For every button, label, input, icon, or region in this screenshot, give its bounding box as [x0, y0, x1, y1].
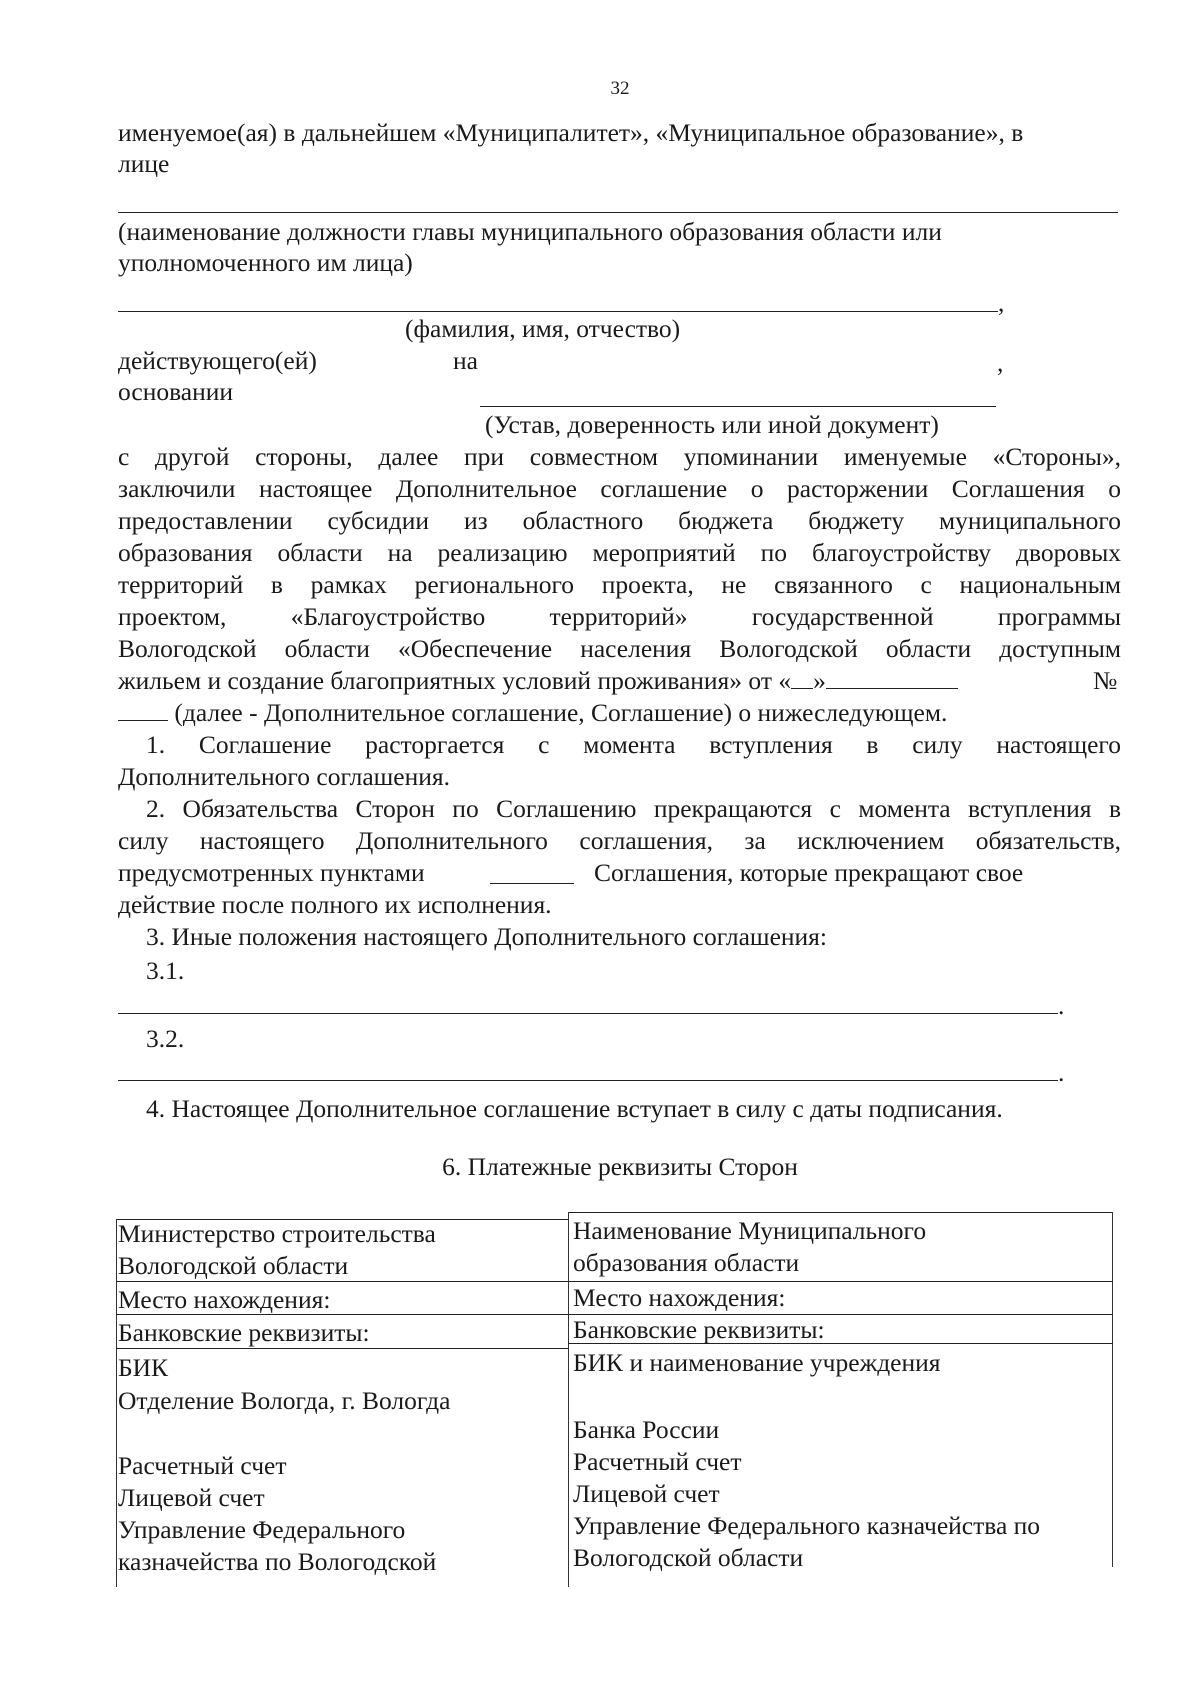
name-caption: (фамилия, имя, отчество)	[405, 314, 681, 343]
basis-blank-line	[480, 406, 996, 407]
agreement-date-close-quote: »	[813, 666, 826, 695]
left-treasury-line-2: казначейства по Вологодской	[118, 1547, 437, 1576]
clause-2-line: силу настоящего Дополнительного соглашения, за исключением обязательств,	[118, 826, 1121, 855]
right-bank-details: Банковские реквизиты:	[573, 1315, 825, 1344]
clause-2-points-blank	[490, 883, 574, 884]
right-name-line-1: Наименование Муниципального	[573, 1216, 927, 1245]
left-name-line-1: Министерство строительства	[118, 1219, 436, 1248]
clause-2-line-4: действие после полного их исполнения.	[118, 890, 552, 919]
page-number: 32	[610, 78, 630, 99]
clause-2-points-prefix: предусмотренных пунктами	[118, 858, 425, 887]
main-paragraph-line: территорий в рамках регионального проекта, не связанного с национальным	[118, 570, 1121, 599]
clause-3-2-dot: .	[1058, 1058, 1065, 1087]
clause-3-1-label: 3.1.	[146, 956, 185, 985]
table-top-border-right	[568, 1212, 1113, 1213]
clause-1-line: 1. Соглашение расторгается с момента вступления в силу настоящего	[146, 730, 1121, 759]
right-personal-account: Лицевой счет	[573, 1479, 720, 1508]
basis-word-acting: действующего(ей)	[118, 346, 317, 375]
right-bik: БИК и наименование учреждения	[573, 1348, 941, 1377]
section-heading: 6. Платежные реквизиты Сторон	[442, 1152, 798, 1181]
agreement-day-blank	[791, 666, 813, 689]
basis-word-on: на	[453, 346, 478, 375]
right-name-line-2: образования области	[573, 1248, 800, 1277]
right-account: Расчетный счет	[573, 1447, 742, 1476]
main-paragraph-line: с другой стороны, далее при совместном упоминании именуемые «Стороны»,	[118, 442, 1121, 471]
intro-line-1: именуемое(ая) в дальнейшем «Муниципалитет», «Муниципальное образование», в	[118, 118, 1024, 147]
agreement-number-suffix: (далее - Дополнительное соглашение, Соглашение) о нижеследующем.	[174, 698, 948, 727]
agreement-date-prefix: жильем и создание благоприятных условий проживания» от «	[118, 666, 792, 695]
intro-line-2: лице	[118, 149, 170, 178]
table-middle-border	[568, 1212, 569, 1587]
agreement-number-line	[118, 697, 947, 728]
left-branch: Отделение Вологда, г. Вологда	[118, 1386, 451, 1415]
right-treasury-line-1: Управление Федерального казначейства по	[573, 1511, 1041, 1540]
main-paragraph-line: проектом, «Благоустройство территорий» государственной программы	[118, 602, 1121, 631]
table-right-border	[1112, 1212, 1113, 1567]
clause-3-title: 3. Иные положения настоящего Дополнительного соглашения:	[146, 922, 827, 951]
clause-1	[118, 729, 1121, 793]
agreement-date-line	[118, 665, 958, 696]
name-blank-line	[118, 311, 998, 312]
basis-comma: ,	[997, 348, 1004, 377]
main-paragraph-line: заключили настоящее Дополнительное соглашение о расторжении Соглашения о	[118, 474, 1121, 503]
basis-word-basis: основании	[118, 377, 234, 406]
position-blank-line	[118, 212, 1118, 213]
left-location: Место нахождения:	[118, 1285, 331, 1314]
main-paragraph-line: Вологодской области «Обеспечение населения Вологодской области доступным	[118, 634, 1121, 663]
clause-4: 4. Настоящее Дополнительное соглашение вступает в силу с даты подписания.	[146, 1094, 1003, 1123]
table-left-border	[116, 1219, 117, 1587]
main-paragraph-line: предоставлении субсидии из областного бюджета бюджету муниципального	[118, 506, 1121, 535]
clause-2	[118, 793, 1121, 857]
clause-2-points-suffix: Соглашения, которые прекращают свое	[594, 858, 1024, 887]
left-treasury-line-1: Управление Федерального	[118, 1515, 406, 1544]
clause-1-line: Дополнительного соглашения.	[118, 762, 451, 791]
right-treasury-line-2: Вологодской области	[573, 1543, 804, 1572]
left-name-line-2: Вологодской области	[118, 1251, 349, 1280]
left-account: Расчетный счет	[118, 1451, 287, 1480]
name-comma: ,	[998, 288, 1005, 317]
agreement-number-blank	[118, 698, 168, 721]
right-cbr: Банка России	[573, 1415, 720, 1444]
clause-2-line: 2. Обязательства Сторон по Соглашению прекращаются с момента вступления в	[146, 794, 1121, 823]
left-personal-account: Лицевой счет	[118, 1483, 265, 1512]
right-location: Место нахождения:	[573, 1283, 786, 1312]
agreement-date-blank	[826, 666, 958, 689]
agreement-number-sign: №	[1093, 666, 1118, 695]
clause-3-2-label: 3.2.	[146, 1024, 185, 1053]
left-bank-details: Банковские реквизиты:	[118, 1318, 370, 1347]
main-paragraph	[118, 441, 1121, 665]
left-bik: БИК	[118, 1353, 169, 1382]
main-paragraph-line: образования области на реализацию мероприятий по благоустройству дворовых	[118, 538, 1121, 567]
clause-3-1-dot: .	[1058, 991, 1065, 1020]
clause-3-1-blank-line	[118, 1013, 1058, 1014]
clause-3-2-blank-line	[118, 1080, 1058, 1081]
basis-caption: (Устав, доверенность или иной документ)	[485, 410, 939, 439]
position-caption-line-1: (наименование должности главы муниципального образования области или	[118, 217, 942, 246]
position-caption-line-2: уполномоченного им лица)	[118, 248, 413, 277]
